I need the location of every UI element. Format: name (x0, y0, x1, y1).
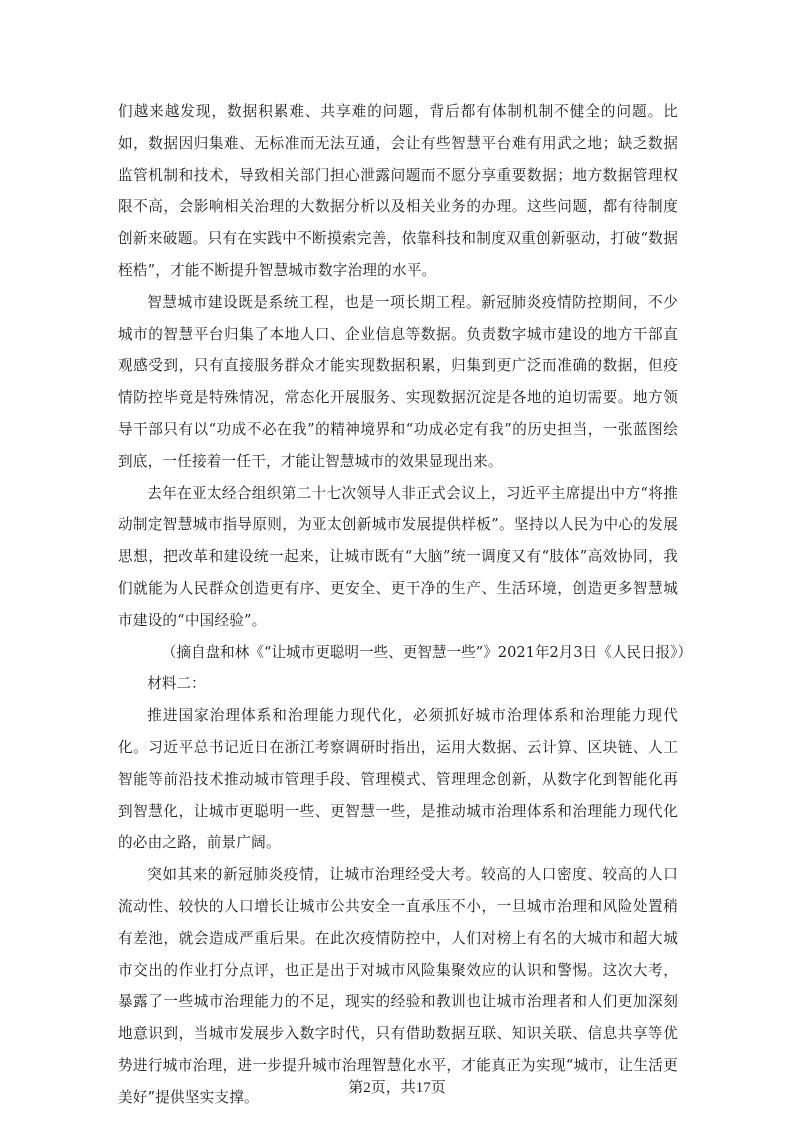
body-paragraph: 突如其来的新冠肺炎疫情，让城市治理经受大考。较高的人口密度、较高的人口流动性、较快的人口增长让城市公共安全一直承压不小，一旦城市治理和风险处置稍有差池，就会造成严重后果。在此次疫情防控中，人们对榜上有名的大城市和超大城市交出的作业打分点评，也正是出于对城市风险集聚效应的认识和警惕。这次大考，暴露了一些城市治理能力的不足，现实的经验和教训也让城市治理者和人们更加深刻地意识到，当城市发展步入数字时代，只有借助数据互联、知识关联、信息共享等优势进行城市治理，进一步提升城市治理智慧化水平，才能真正为实现“城市，让生活更美好”提供坚实支撑。 (118, 866, 678, 1106)
page-number-footer: 第2页，共17页 (348, 1080, 446, 1096)
body-paragraph: 推进国家治理体系和治理能力现代化，必须抓好城市治理体系和治理能力现代化。习近平总书记近日在浙江考察调研时指出，运用大数据、云计算、区块链、人工智能等前沿技术推动城市管理手段、管理模式、管理理念创新，从数字化到智能化再到智慧化，让城市更聪明一些、更智慧一些，是推动城市治理体系和治理能力现代化的必由之路，前景广阔。 (118, 707, 678, 852)
body-paragraph: 们越来越发现，数据积累难、共享难的问题，背后都有体制机制不健全的问题。比如，数据因归集难、无标准而无法互通，会让有些智慧平台难有用武之地；缺乏数据监管机制和技术，导致相关部门担心泄露问题而不愿分享重要数据；地方数据管理权限不高，会影响相关治理的大数据分析以及相关业务的办理。这些问题，都有待制度创新来破题。只有在实践中不断摸索完善，依靠科技和制度双重创新驱动，打破“数据桎梏”，才能不断提升智慧城市数字治理的水平。 (118, 103, 678, 279)
body-paragraph: 智慧城市建设既是系统工程，也是一项长期工程。新冠肺炎疫情防控期间，不少城市的智慧平台归集了本地人口、企业信息等数据。负责数字城市建设的地方干部直观感受到，只有直接服务群众才能实现数据积累，归集到更广泛而准确的数据，但疫情防控毕竟是特殊情况，常态化开展服务、实现数据沉淀是各地的迫切需要。地方领导干部只有以“功成不必在我”的精神境界和“功成必定有我”的历史担当，一张蓝图绘到底，一任接着一任干，才能让智慧城市的效果显现出来。 (118, 293, 678, 470)
document-body (118, 96, 693, 1114)
body-paragraph: 去年在亚太经合组织第二十七次领导人非正式会议上，习近平主席提出中方“将推动制定智慧城市指导原则，为亚太创新城市发展提供样板”。坚持以人民为中心的发展思想，把改革和建设统一起来，让城市既有“大脑”统一调度又有“肢体”高效协同，我们就能为人民群众创造更有序、更安全、更干净的生产、生活环境，创造更多智慧城市建设的“中国经验”。 (118, 484, 678, 629)
material-heading: 材料二： (147, 675, 206, 693)
source-citation: （摘自盘和林《“让城市更聪明一些、更智慧一些”》2021年2月3日《人民日报》） (161, 643, 693, 661)
